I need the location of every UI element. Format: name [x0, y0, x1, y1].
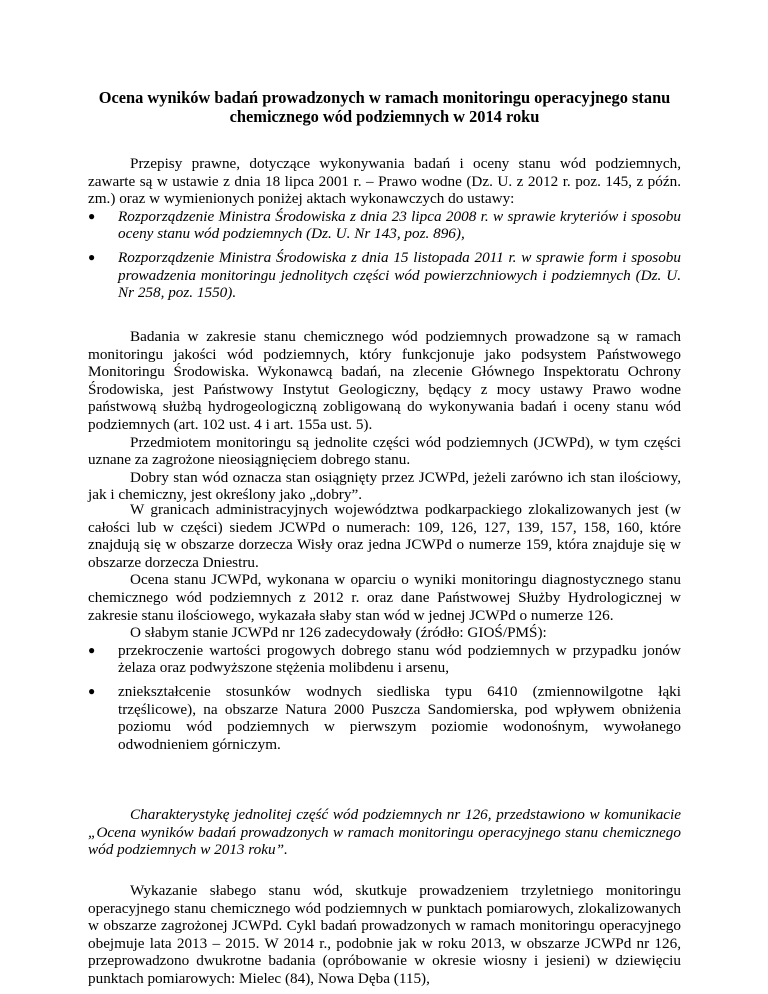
- paragraph-granice: W granicach administracyjnych województwa podkarpackiego zlokalizowanych jest (w całości lub w części) siedem JCWPd o numerach: 109, 126, 127, 139, 157, 158, 160, które znajdują się w obszarze dorzecza Wisły oraz jedna JCWPd o numerze 159, która znajduje się w obszarze dorzecza Dniestru.: [88, 501, 681, 571]
- paragraph-ocena: Ocena stanu JCWPd, wykonana w oparciu o wyniki monitoringu diagnostycznego stanu chemicznego wód podziemnych z 2012 r. oraz dane Państwowej Służby Hydrologicznej w zakresie stanu ilościowego, wykazała słaby stan wód w jednej JCWPd o numerze 126.: [88, 571, 681, 624]
- intro-paragraph: Przepisy prawne, dotyczące wykonywania badań i oceny stanu wód podziemnych, zawarte są w ustawie z dnia 18 lipca 2001 r. – Prawo wodne (Dz. U. z 2012 r. poz. 145, z późn. zm.) oraz w wymienionych poniżej aktach wykonawczych do ustawy:: [88, 155, 681, 208]
- paragraph-dobry-stan: Dobry stan wód oznacza stan osiągnięty przez JCWPd, jeżeli zarówno ich stan ilościowy, jak i chemiczny, jest określony jako „dobry”.: [88, 468, 681, 504]
- regulation-text: Rozporządzenie Ministra Środowiska z dnia 23 lipca 2008 r. w sprawie kryteriów i sposobu oceny stanu wód podziemnych (Dz. U. Nr 143, poz. 896),: [118, 207, 681, 243]
- paragraph-badania: Badania w zakresie stanu chemicznego wód podziemnych prowadzone są w ramach monitoringu jakości wód podziemnych, który funkcjonuje jako podsystem Państwowego Monitoringu Środowiska. Wykonawcą badań, na zlecenie Głównego Inspektoratu Ochrony Środowiska, jest Państwowy Instytut Geologiczny, będący z mocy ustawy Prawo wodne państwową służbą hydrogeologiczną zobligowaną do wykonywania badań i oceny stanu wód podziemnych (art. 102 ust. 4 i art. 155a ust. 5).: [88, 328, 681, 433]
- bullet-icon: ●: [88, 208, 96, 223]
- reason-text: zniekształcenie stosunków wodnych siedliska typu 6410 (zmiennowilgotne łąki trzęślicowe), na obszarze Natura 2000 Puszcza Sandomierska, pod wpływem obniżenia poziomu wód podziemnych w pierwszym poziomie wodonośnym, wywołanego odwodnieniem górniczym.: [118, 682, 681, 753]
- paragraph-slaby-stan: O słabym stanie JCWPd nr 126 zadecydowały (źródło: GIOŚ/PMŚ):: [130, 624, 547, 642]
- regulation-item: [88, 249, 681, 302]
- reason-item: [88, 683, 681, 753]
- regulations-list: [88, 208, 681, 302]
- reason-item: [88, 642, 681, 677]
- paragraph-przedmiot: Przedmiotem monitoringu są jednolite części wód podziemnych (JCWPd), w tym części uznane za zagrożone nieosiągnięciem dobrego stanu.: [88, 433, 681, 469]
- regulation-item: [88, 208, 681, 243]
- bullet-icon: ●: [88, 249, 96, 264]
- intro-section: [88, 155, 681, 302]
- operational-section: [88, 882, 681, 988]
- reason-text: przekroczenie wartości progowych dobrego stanu wód podziemnych w przypadku jonów żelaza oraz podwyższone stężenia molibdenu i arsenu,: [118, 641, 681, 677]
- characteristics-section: [88, 806, 681, 859]
- region-section: [88, 501, 681, 753]
- paragraph-charakterystyka: Charakterystykę jednolitej część wód podziemnych nr 126, przedstawiono w komunikacie „Ocena wyników badań prowadzonych w ramach monitoringu operacyjnego stanu chemicznego wód podziemnych w 2013 roku”.: [88, 806, 681, 859]
- regulation-text: Rozporządzenie Ministra Środowiska z dnia 15 listopada 2011 r. w sprawie form i sposobu prowadzenia monitoringu jednolitych części wód powierzchniowych i podziemnych (Dz. U. Nr 258, poz. 1550).: [118, 248, 681, 302]
- bullet-icon: ●: [88, 683, 96, 698]
- document-title: Ocena wyników badań prowadzonych w ramach monitoringu operacyjnego stanu chemicznego wód podziemnych w 2014 roku: [98, 88, 671, 126]
- paragraph-wykazanie: Wykazanie słabego stanu wód, skutkuje prowadzeniem trzyletniego monitoringu operacyjnego stanu chemicznego wód podziemnych w punktach pomiarowych, zlokalizowanych w obszarze zagrożonej JCWPd. Cykl badań prowadzonych w ramach monitoringu operacyjnego obejmuje lata 2013 – 2015. W 2014 r., podobnie jak w roku 2013, w obszarze JCWPd nr 126, przeprowadzono dwukrotne badania (opróbowanie w okresie wiosny i jesieni) w dziewięciu punktach pomiarowych: Mielec (84), Nowa Dęba (115),: [88, 882, 681, 987]
- bullet-icon: ●: [88, 642, 96, 657]
- reasons-list: [88, 642, 681, 754]
- monitoring-section: [88, 328, 681, 504]
